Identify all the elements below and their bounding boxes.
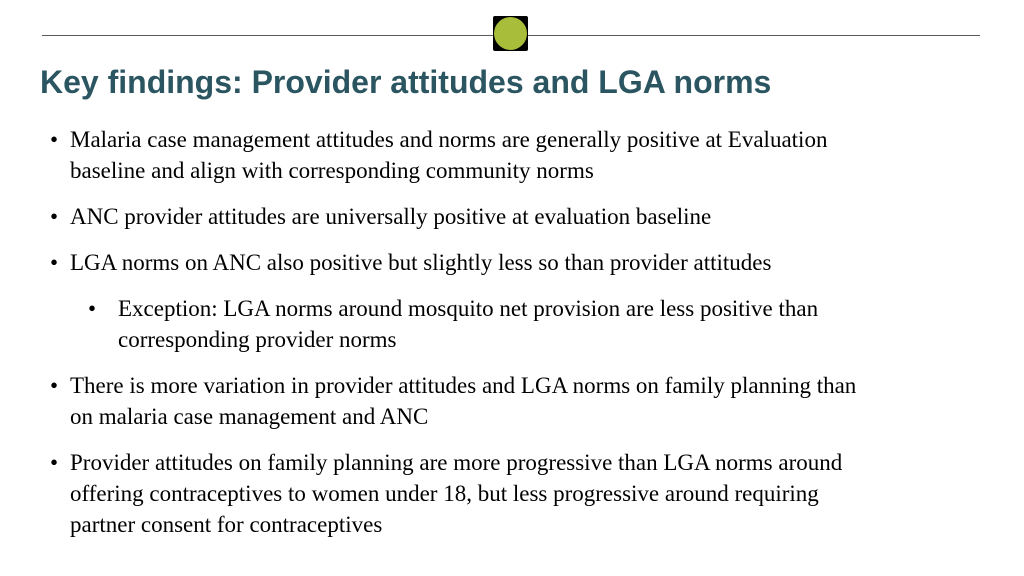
bullet-list <box>48 124 948 555</box>
bullet-item: • ANC provider attitudes are universally positive at evaluation baseline <box>48 201 948 232</box>
bullet-item: • LGA norms on ANC also positive but slightly less so than provider attitudes <box>48 247 948 278</box>
bullet-item: • Provider attitudes on family planning are more progressive than LGA norms around offering contraceptives to women under 18, but less progressive around requiring partner consent for contraceptives <box>48 447 860 540</box>
bullet-item: • There is more variation in provider attitudes and LGA norms on family planning than on malaria case management and ANC <box>48 370 880 432</box>
accent-circle-icon <box>493 16 528 51</box>
bullet-item: • Malaria case management attitudes and norms are generally positive at Evaluation baseline and align with corresponding community norms <box>48 124 880 186</box>
sub-bullet-item: • Exception: LGA norms around mosquito net provision are less positive than corresponding provider norms <box>96 293 918 355</box>
slide-title: Key findings: Provider attitudes and LGA norms <box>40 64 772 100</box>
